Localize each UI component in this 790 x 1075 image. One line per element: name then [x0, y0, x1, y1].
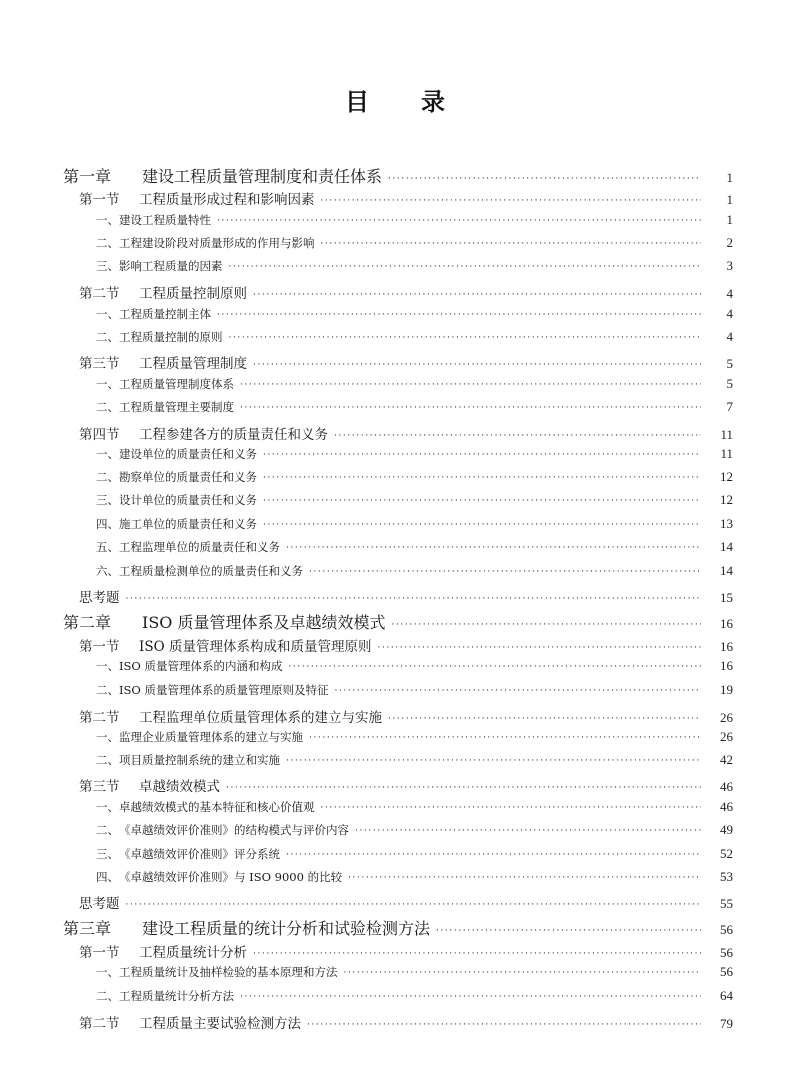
- toc-entry-item[interactable]: [0, 212, 790, 228]
- toc-entry-item[interactable]: [0, 492, 790, 508]
- toc-entry-number: 二、: [96, 683, 119, 697]
- toc-entry-item[interactable]: [0, 988, 790, 1004]
- toc-entry-title: 工程质量形成过程和影响因素: [139, 192, 315, 208]
- toc-entry-number: 二、: [96, 470, 119, 484]
- toc-entry-title: 建设工程质量的统计分析和试验检测方法: [142, 919, 431, 938]
- toc-entry-section[interactable]: [0, 188, 790, 208]
- toc-entry-label: [0, 752, 280, 768]
- dot-leader: [240, 380, 701, 390]
- toc-entry-page-number: 4: [726, 329, 733, 344]
- toc-entry-label: [0, 446, 257, 462]
- toc-entry-page-number: 4: [726, 286, 733, 301]
- dot-leader: [286, 850, 701, 860]
- toc-entry-section[interactable]: [0, 1012, 790, 1032]
- toc-entry-section[interactable]: [0, 775, 790, 795]
- toc-entry-title: 建设工程质量特性: [119, 213, 211, 227]
- toc-entry-number: 一、: [96, 800, 119, 814]
- toc-entry-page-number: 5: [726, 376, 733, 391]
- toc-entry-number: 四、: [96, 870, 119, 884]
- dot-leader: [229, 333, 702, 343]
- toc-entry-page-number: 52: [720, 846, 733, 861]
- toc-entry-section[interactable]: [0, 941, 790, 961]
- toc-entry-number: 第三章: [63, 919, 112, 938]
- dot-leader: [229, 262, 702, 272]
- toc-entry-exercise[interactable]: [0, 892, 790, 912]
- toc-entry-number: 第一节: [79, 945, 120, 961]
- toc-entry-label: [0, 352, 247, 372]
- toc-entry-label: [0, 235, 315, 251]
- dot-leader: [263, 450, 701, 460]
- toc-entry-label: [0, 846, 280, 862]
- toc-entry-number: 第二节: [79, 286, 120, 302]
- toc-entry-label: [0, 892, 120, 912]
- dot-leader: [217, 216, 701, 226]
- toc-entry-title: 思考题: [79, 590, 120, 606]
- toc-entry-number: 第二节: [79, 1016, 120, 1032]
- toc-entry-number: 三、: [96, 493, 119, 507]
- toc-entry-section[interactable]: [0, 282, 790, 302]
- toc-entry-page-number: 4: [726, 306, 733, 321]
- toc-entry-number: 二、: [96, 989, 119, 1003]
- dot-leader: [321, 239, 702, 249]
- toc-entry-title: 设计单位的质量责任和义务: [119, 493, 257, 507]
- toc-entry-page-number: 42: [720, 752, 733, 767]
- toc-entry-label: [0, 539, 280, 555]
- toc-entry-item[interactable]: [0, 752, 790, 768]
- toc-entry-number: 二、: [96, 753, 119, 767]
- dot-leader: [344, 968, 702, 978]
- toc-entry-title: 监理企业质量管理体系的建立与实施: [119, 730, 303, 744]
- toc-entry-title: 工程质量管理主要制度: [119, 400, 234, 414]
- toc-entry-page-number: 5: [726, 356, 733, 371]
- toc-entry-item[interactable]: [0, 306, 790, 322]
- dot-leader: [253, 290, 701, 300]
- toc-entry-label: [0, 563, 303, 579]
- toc-entry-label: [0, 635, 371, 655]
- toc-entry-title: 勘察单位的质量责任和义务: [119, 470, 257, 484]
- dot-leader: [309, 567, 701, 577]
- toc-entry-page-number: 2: [726, 235, 733, 250]
- toc-entry-item[interactable]: [0, 964, 790, 980]
- toc-entry-label: [0, 822, 349, 838]
- toc-entry-title: 工程质量检测单位的质量责任和义务: [119, 564, 303, 578]
- toc-entry-page-number: 16: [720, 658, 733, 673]
- toc-entry-title: 工程质量主要试验检测方法: [139, 1016, 301, 1032]
- dot-leader: [388, 174, 701, 184]
- toc-entry-label: [0, 282, 247, 302]
- toc-entry-label: [0, 799, 315, 815]
- toc-entry-number: 第二节: [79, 710, 120, 726]
- toc-entry-item[interactable]: [0, 658, 790, 674]
- toc-entry-number: 一、: [96, 377, 119, 391]
- toc-entry-item[interactable]: [0, 539, 790, 555]
- page-title-char-2: 录: [421, 88, 445, 116]
- toc-entry-number: 三、: [96, 259, 119, 273]
- toc-entry-number: 二、: [96, 823, 119, 837]
- toc-entry-title: 《卓越绩效评价准则》评分系统: [119, 847, 280, 861]
- dot-leader: [388, 714, 701, 724]
- toc-entry-number: 四、: [96, 517, 119, 531]
- dot-leader: [392, 620, 702, 630]
- toc-entry-title: ISO 质量管理体系及卓越绩效模式: [142, 613, 386, 632]
- toc-entry-label: [0, 188, 315, 208]
- toc-entry-item[interactable]: [0, 469, 790, 485]
- toc-entry-item[interactable]: [0, 563, 790, 579]
- toc-entry-number: 一、: [96, 730, 119, 744]
- toc-entry-title: 工程质量管理制度体系: [119, 377, 234, 391]
- toc-entry-title: 工程质量控制的原则: [119, 330, 223, 344]
- toc-entry-number: 第四节: [79, 427, 120, 443]
- toc-entry-label: [0, 258, 223, 274]
- toc-entry-item[interactable]: [0, 516, 790, 532]
- dot-leader: [263, 496, 701, 506]
- dot-leader: [309, 733, 701, 743]
- toc-entry-number: 一、: [96, 307, 119, 321]
- dot-leader: [286, 543, 701, 553]
- dot-leader: [126, 594, 702, 604]
- toc-entry-page-number: 14: [720, 539, 733, 554]
- toc-entry-page-number: 11: [720, 427, 733, 442]
- dot-leader: [321, 803, 702, 813]
- toc-entry-number: 二、: [96, 330, 119, 344]
- toc-entry-title: 建设工程质量管理制度和责任体系: [142, 167, 383, 186]
- toc-entry-page-number: 7: [726, 399, 733, 414]
- toc-entry-label: [0, 423, 328, 443]
- toc-entry-number: 第一章: [63, 167, 112, 186]
- dot-leader: [335, 686, 701, 696]
- toc-entry-title: 工程质量管理制度: [139, 356, 247, 372]
- toc-entry-number: 二、: [96, 400, 119, 414]
- toc-entry-item[interactable]: [0, 399, 790, 415]
- toc-entry-page-number: 12: [720, 492, 733, 507]
- toc-entry-title: 工程质量统计分析: [139, 945, 247, 961]
- toc-entry-chapter[interactable]: [0, 164, 790, 187]
- toc-entry-page-number: 64: [720, 988, 733, 1003]
- toc-entry-title: 工程监理单位的质量责任和义务: [119, 540, 280, 554]
- toc-entry-number: 第一节: [79, 639, 120, 655]
- toc-entry-title: 卓越绩效模式的基本特征和核心价值观: [119, 800, 315, 814]
- dot-leader: [355, 826, 701, 836]
- toc-entry-title: 思考题: [79, 896, 120, 912]
- toc-entry-label: [0, 869, 342, 885]
- toc-entry-item[interactable]: [0, 446, 790, 462]
- toc-entry-item[interactable]: [0, 729, 790, 745]
- dot-leader: [307, 1020, 701, 1030]
- dot-leader: [217, 310, 701, 320]
- toc-entry-page-number: 13: [720, 516, 733, 531]
- dot-leader: [286, 756, 701, 766]
- toc-entry-label: [0, 399, 234, 415]
- toc-entry-page-number: 12: [720, 469, 733, 484]
- toc-entry-number: 第三节: [79, 779, 120, 795]
- toc-entry-label: [0, 492, 257, 508]
- toc-entry-title: ISO 质量管理体系构成和质量管理原则: [139, 639, 372, 655]
- toc-entry-title: 施工单位的质量责任和义务: [119, 517, 257, 531]
- toc-entry-number: 第三节: [79, 356, 120, 372]
- dot-leader: [240, 992, 701, 1002]
- toc-entry-item[interactable]: [0, 376, 790, 392]
- dot-leader: [126, 900, 702, 910]
- toc-entry-page-number: 1: [726, 192, 733, 207]
- dot-leader: [436, 926, 701, 936]
- toc-entry-label: [0, 329, 223, 345]
- toc-entry-number: 第一节: [79, 192, 120, 208]
- toc-entry-page-number: 1: [726, 212, 733, 227]
- toc-entry-title: 工程质量控制原则: [139, 286, 247, 302]
- toc-entry-title: 工程参建各方的质量责任和义务: [139, 427, 328, 443]
- toc-entry-item[interactable]: [0, 682, 790, 698]
- toc-entry-page-number: 56: [720, 922, 733, 937]
- page-title-char-1: 目: [345, 88, 369, 116]
- toc-entry-number: 一、: [96, 659, 119, 673]
- toc-entry-item[interactable]: [0, 869, 790, 885]
- toc-entry-page-number: 56: [720, 945, 733, 960]
- page-title: [0, 82, 790, 117]
- toc-entry-label: [0, 1012, 301, 1032]
- toc-entry-exercise[interactable]: [0, 586, 790, 606]
- toc-entry-number: 六、: [96, 564, 119, 578]
- toc-entry-number: 五、: [96, 540, 119, 554]
- toc-entry-title: 《卓越绩效评价准则》的结构模式与评价内容: [119, 823, 349, 837]
- toc-entry-section[interactable]: [0, 635, 790, 655]
- toc-entry-label: [0, 988, 234, 1004]
- toc-entry-number: 三、: [96, 847, 119, 861]
- toc-entry-page-number: 11: [720, 446, 733, 461]
- toc-entry-label: [0, 706, 382, 726]
- toc-entry-label: [0, 212, 211, 228]
- toc-entry-item[interactable]: [0, 799, 790, 815]
- toc-entry-label: [0, 469, 257, 485]
- toc-entry-title: 影响工程质量的因素: [119, 259, 223, 273]
- toc-entry-title: 卓越绩效模式: [139, 779, 220, 795]
- toc-entry-label: [0, 775, 220, 795]
- toc-entry-label: [0, 916, 430, 939]
- toc-entry-title: 工程建设阶段对质量形成的作用与影响: [119, 236, 315, 250]
- toc-entry-section[interactable]: [0, 352, 790, 372]
- toc-entry-title: 工程质量统计分析方法: [119, 989, 234, 1003]
- toc-entry-page-number: 26: [720, 710, 733, 725]
- toc-entry-item[interactable]: [0, 235, 790, 251]
- dot-leader: [289, 662, 701, 672]
- toc-entry-page-number: 26: [720, 729, 733, 744]
- toc-entry-page-number: 55: [720, 896, 733, 911]
- toc-entry-chapter[interactable]: [0, 610, 790, 633]
- toc-entry-number: 一、: [96, 213, 119, 227]
- toc-entry-number: 一、: [96, 447, 119, 461]
- toc-entry-title: 工程质量控制主体: [119, 307, 211, 321]
- dot-leader: [263, 473, 701, 483]
- toc-entry-title: 工程质量统计及抽样检验的基本原理和方法: [119, 965, 338, 979]
- toc-entry-title: 《卓越绩效评价准则》与 ISO 9000 的比较: [119, 870, 343, 884]
- dot-leader: [226, 783, 701, 793]
- toc-entry-page-number: 16: [720, 616, 733, 631]
- dot-leader: [253, 949, 701, 959]
- toc-entry-page-number: 46: [720, 799, 733, 814]
- toc-entry-label: [0, 682, 329, 698]
- toc-entry-item[interactable]: [0, 846, 790, 862]
- toc-entry-page-number: 53: [720, 869, 733, 884]
- toc-entry-label: [0, 610, 386, 633]
- toc-entry-title: 工程监理单位质量管理体系的建立与实施: [139, 710, 382, 726]
- toc-entry-label: [0, 658, 283, 674]
- toc-entry-item[interactable]: [0, 822, 790, 838]
- toc-entry-chapter[interactable]: [0, 916, 790, 939]
- dot-leader: [263, 520, 701, 530]
- toc-entry-page-number: 49: [720, 822, 733, 837]
- toc-entry-page-number: 1: [726, 170, 733, 185]
- dot-leader: [240, 403, 701, 413]
- dot-leader: [321, 196, 702, 206]
- toc-entry-page-number: 19: [720, 682, 733, 697]
- toc-entry-label: [0, 941, 247, 961]
- toc-entry-title: ISO 质量管理体系的质量管理原则及特征: [119, 683, 329, 697]
- toc-entry-label: [0, 376, 234, 392]
- toc-entry-title: ISO 质量管理体系的内涵和构成: [119, 659, 283, 673]
- toc-entry-page-number: 56: [720, 964, 733, 979]
- toc-entry-item[interactable]: [0, 329, 790, 345]
- dot-leader: [334, 431, 701, 441]
- toc-entry-label: [0, 306, 211, 322]
- dot-leader: [253, 360, 701, 370]
- toc-entry-page-number: 46: [720, 779, 733, 794]
- toc-entry-label: [0, 729, 303, 745]
- toc-entry-number: 第二章: [63, 613, 112, 632]
- toc-entry-label: [0, 164, 382, 187]
- toc-entry-label: [0, 964, 338, 980]
- toc-entry-label: [0, 586, 120, 606]
- toc-entry-item[interactable]: [0, 258, 790, 274]
- toc-entry-section[interactable]: [0, 706, 790, 726]
- toc-entry-number: 二、: [96, 236, 119, 250]
- toc-entry-page-number: 15: [720, 590, 733, 605]
- dot-leader: [377, 643, 701, 653]
- toc-entry-title: 建设单位的质量责任和义务: [119, 447, 257, 461]
- toc-entry-page-number: 16: [720, 639, 733, 654]
- toc-entry-label: [0, 516, 257, 532]
- toc-entry-page-number: 79: [720, 1016, 733, 1031]
- toc-entry-page-number: 14: [720, 563, 733, 578]
- toc-entry-page-number: 3: [726, 258, 733, 273]
- toc-entry-number: 一、: [96, 965, 119, 979]
- dot-leader: [348, 873, 701, 883]
- toc-entry-title: 项目质量控制系统的建立和实施: [119, 753, 280, 767]
- toc-entry-section[interactable]: [0, 423, 790, 443]
